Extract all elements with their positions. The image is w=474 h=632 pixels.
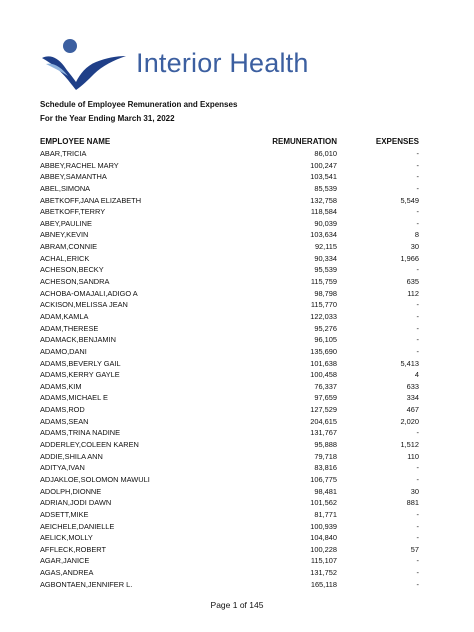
table-row [40,392,419,404]
employee-name-cell: ADAMS,ROD [40,405,85,415]
employee-name-cell: ADAMS,KIM [40,381,82,391]
employee-name-cell: ADAMS,SEAN [40,416,89,426]
remuneration-cell: 131,752 [310,568,337,578]
table-row [40,521,419,533]
table-row [40,253,419,265]
expenses-cell: 57 [410,544,419,554]
remuneration-cell: 86,010 [314,149,337,158]
expenses-cell: - [416,556,419,566]
table-row [40,323,419,335]
table-row [40,532,419,544]
employee-name-cell: ABBEY,SAMANTHA [40,172,107,182]
expenses-cell: 5,549 [400,195,419,205]
expenses-cell: - [416,463,419,473]
remuneration-cell: 101,638 [310,358,337,368]
table-row [40,160,419,172]
employee-name-cell: AFFLECK,ROBERT [40,544,106,554]
expenses-cell: - [416,300,419,310]
remuneration-cell: 165,118 [310,579,337,589]
employee-name-cell: ABNEY,KEVIN [40,230,89,240]
remuneration-cell: 122,033 [310,311,337,321]
table-row [40,183,419,195]
remuneration-cell: 97,659 [314,393,337,403]
expenses-cell: - [416,149,419,158]
expenses-cell: - [416,160,419,170]
remuneration-cell: 103,541 [310,172,337,182]
remuneration-cell: 135,690 [310,346,337,356]
employee-name-cell: AGAR,JANICE [40,556,90,566]
employee-name-cell: ADOLPH,DIONNE [40,486,102,496]
expenses-cell: 30 [410,242,419,252]
page-number: Page 1 of 145 [210,600,264,610]
expenses-cell: 2,020 [400,416,419,426]
table-row [40,369,419,381]
organization-name: Interior Health [136,48,309,78]
remuneration-cell: 100,939 [310,521,337,531]
remuneration-cell: 104,840 [310,533,337,543]
employee-name-cell: ACKISON,MELISSA JEAN [40,300,128,310]
document-subtitle: For the Year Ending March 31, 2022 [40,114,175,123]
remuneration-cell: 103,634 [310,230,337,240]
document-title: Schedule of Employee Remuneration and Expenses [40,100,238,109]
table-row [40,509,419,521]
employee-name-cell: ADITYA,IVAN [40,463,85,473]
employee-name-cell: ACHOBA-OMAJALI,ADIGO A [40,288,138,298]
remuneration-cell: 204,615 [310,416,337,426]
remuneration-cell: 83,816 [314,463,337,473]
expenses-cell: 881 [406,498,419,508]
employee-name-cell: ADAMACK,BENJAMIN [40,335,116,345]
remuneration-cell: 90,334 [314,253,337,263]
employee-name-cell: AGAS,ANDREA [40,568,94,578]
table-row [40,299,419,311]
expenses-cell: - [416,265,419,275]
employee-name-cell: ADRIAN,JODI DAWN [40,498,112,508]
table-row [40,451,419,463]
expenses-cell: 110 [407,451,419,461]
table-row [40,229,419,241]
employee-name-cell: ABRAM,CONNIE [40,242,98,252]
column-header-name: EMPLOYEE NAME [40,137,111,146]
expenses-cell: - [416,218,419,228]
table-row [40,346,419,358]
employee-name-cell: ADAMO,DANI [40,346,87,356]
employee-name-cell: ABEY,PAULINE [40,218,92,228]
remuneration-cell: 98,798 [314,288,337,298]
employee-name-cell: ACHESON,BECKY [40,265,104,275]
remuneration-cell: 115,107 [310,556,337,566]
table-row [40,381,419,393]
expenses-cell: - [416,474,419,484]
remuneration-cell: 98,481 [314,486,337,496]
expenses-cell: 8 [414,230,419,240]
expenses-cell: 467 [406,405,419,415]
expenses-cell: - [416,568,419,578]
table-row [40,241,419,253]
expenses-cell: - [416,207,419,217]
employee-name-cell: ADAMS,KERRY GAYLE [40,370,120,380]
employee-name-cell: AEICHELE,DANIELLE [40,521,115,531]
remuneration-table [40,148,419,590]
employee-name-cell: AGBONTAEN,JENNIFER L. [40,579,133,589]
table-row [40,358,419,370]
table-row [40,195,419,207]
table-row [40,427,419,439]
employee-name-cell: ABEL,SIMONA [40,183,91,193]
expenses-cell: - [416,428,419,438]
expenses-cell: - [416,533,419,543]
employee-name-cell: ABAR,TRICIA [40,149,87,158]
remuneration-cell: 132,758 [310,195,337,205]
remuneration-cell: 100,247 [310,160,337,170]
employee-name-cell: ADAMS,MICHAEL E [40,393,108,403]
expenses-cell: 5,413 [400,358,419,368]
table-row [40,486,419,498]
expenses-cell: - [416,323,419,333]
table-row [40,264,419,276]
table-row [40,555,419,567]
expenses-cell: - [416,183,419,193]
table-row [40,288,419,300]
employee-name-cell: ADAMS,TRINA NADINE [40,428,121,438]
expenses-cell: 4 [414,370,419,380]
table-row [40,404,419,416]
employee-name-cell: ABBEY,RACHEL MARY [40,160,119,170]
column-header-expenses: EXPENSES [375,137,419,146]
table-row [40,439,419,451]
remuneration-cell: 106,775 [310,474,337,484]
table-row [40,462,419,474]
table-row [40,497,419,509]
expenses-cell: - [416,509,419,519]
employee-name-cell: ADDIE,SHILA ANN [40,451,103,461]
remuneration-cell: 131,767 [310,428,337,438]
expenses-cell: 1,512 [400,440,419,450]
remuneration-cell: 100,458 [310,370,337,380]
employee-name-cell: ACHAL,ERICK [40,253,90,263]
remuneration-cell: 95,888 [314,440,337,450]
employee-name-cell: ADDERLEY,COLEEN KAREN [40,440,139,450]
column-header-remuneration: REMUNERATION [272,137,337,146]
remuneration-cell: 96,105 [314,335,337,345]
remuneration-cell: 100,228 [310,544,337,554]
table-row [40,218,419,230]
expenses-cell: - [416,172,419,182]
table-row [40,579,419,591]
employee-name-cell: ADJAKLOE,SOLOMON MAWULI [40,474,150,484]
remuneration-cell: 101,562 [310,498,337,508]
remuneration-cell: 95,539 [314,265,337,275]
table-row [40,171,419,183]
table-row [40,206,419,218]
remuneration-cell: 85,539 [314,183,337,193]
expenses-cell: - [416,521,419,531]
employee-name-cell: ADAM,KAMLA [40,311,89,321]
remuneration-cell: 76,337 [314,381,337,391]
expenses-cell: 633 [406,381,419,391]
interior-health-logo [40,36,309,92]
remuneration-cell: 90,039 [314,218,337,228]
remuneration-cell: 115,759 [310,277,337,287]
expenses-cell: 30 [410,486,419,496]
remuneration-cell: 81,771 [314,509,337,519]
expenses-cell: 1,966 [400,253,419,263]
expenses-cell: - [416,346,419,356]
table-row [40,544,419,556]
remuneration-cell: 127,529 [310,405,337,415]
employee-name-cell: ADSETT,MIKE [40,509,89,519]
table-row [40,276,419,288]
remuneration-cell: 79,718 [314,451,337,461]
remuneration-cell: 95,276 [314,323,337,333]
expenses-cell: - [416,311,419,321]
expenses-cell: 334 [406,393,419,403]
employee-name-cell: ABETKOFF,TERRY [40,207,106,217]
table-row [40,148,419,160]
table-row [40,474,419,486]
table-row [40,567,419,579]
table-row [40,334,419,346]
expenses-cell: - [416,579,419,589]
remuneration-cell: 115,770 [310,300,337,310]
remuneration-cell: 92,115 [314,242,337,252]
expenses-cell: 635 [406,277,419,287]
table-row [40,311,419,323]
expenses-cell: 112 [407,288,419,298]
table-row [40,416,419,428]
expenses-cell: - [416,335,419,345]
employee-name-cell: AELICK,MOLLY [40,533,93,543]
employee-name-cell: ADAMS,BEVERLY GAIL [40,358,121,368]
interior-health-logo-icon [40,36,130,92]
employee-name-cell: ABETKOFF,JANA ELIZABETH [40,195,142,205]
employee-name-cell: ADAM,THERESE [40,323,99,333]
remuneration-cell: 118,584 [310,207,337,217]
employee-name-cell: ACHESON,SANDRA [40,277,110,287]
